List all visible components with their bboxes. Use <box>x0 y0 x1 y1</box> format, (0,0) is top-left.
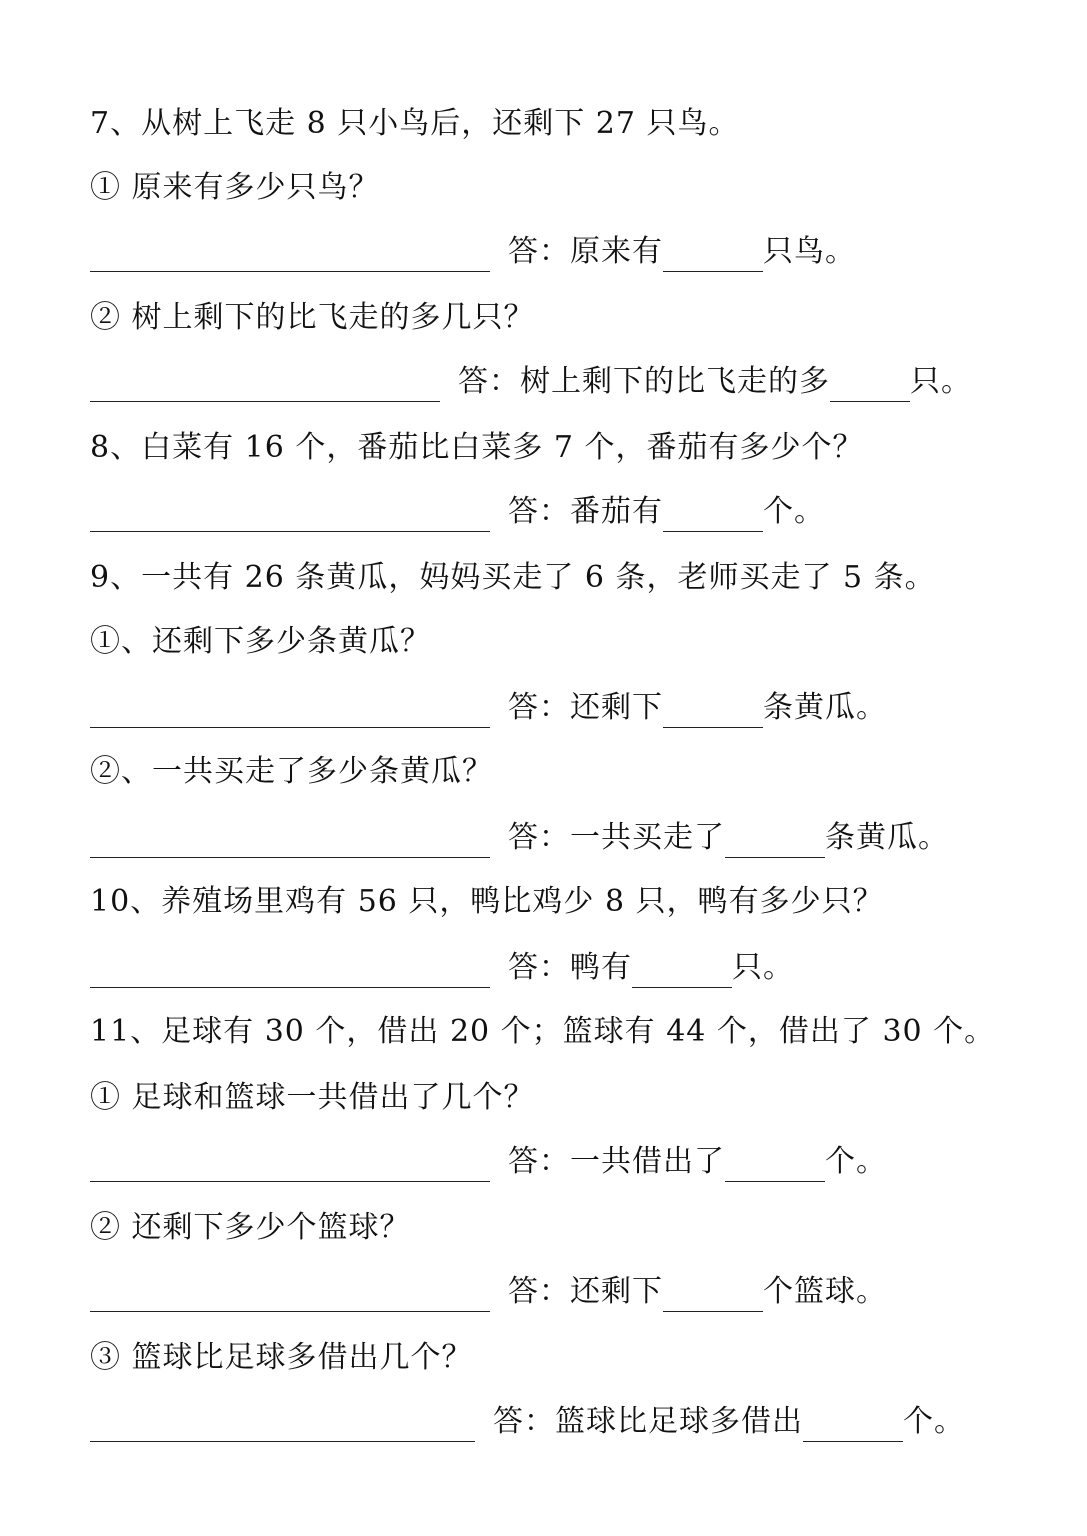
problem-7-question-1: ① 原来有多少只鸟？ <box>90 170 380 205</box>
answer-suffix: 条黄瓜。 <box>825 820 949 855</box>
work-line[interactable] <box>90 697 490 728</box>
answer-blank[interactable] <box>830 371 910 402</box>
work-line[interactable] <box>90 1151 490 1182</box>
answer-blank[interactable] <box>803 1411 903 1442</box>
answer-blank[interactable] <box>725 1151 825 1182</box>
answer-prefix: 答：还剩下 <box>508 1274 663 1309</box>
answer-prefix: 答：还剩下 <box>508 690 663 725</box>
work-line[interactable] <box>90 241 490 272</box>
answer-suffix: 只鸟。 <box>763 234 856 269</box>
work-line[interactable] <box>90 827 490 858</box>
problem-9-question-1: ①、还剩下多少条黄瓜？ <box>90 624 431 659</box>
answer-prefix: 答：一共借出了 <box>508 1144 725 1179</box>
answer-prefix: 答：篮球比足球多借出 <box>493 1404 803 1439</box>
problem-7-question-2: ② 树上剩下的比飞走的多几只？ <box>90 300 535 335</box>
answer-blank[interactable] <box>663 241 763 272</box>
answer-prefix: 答：鸭有 <box>508 950 632 985</box>
problem-8-stem: 8、白菜有 16 个，番茄比白菜多 7 个，番茄有多少个？ <box>90 430 864 465</box>
answer-prefix: 答：树上剩下的比飞走的多 <box>458 364 830 399</box>
work-line[interactable] <box>90 501 490 532</box>
problem-10-stem: 10、养殖场里鸡有 56 只，鸭比鸡少 8 只，鸭有多少只？ <box>90 884 884 919</box>
problem-8-answer <box>90 492 825 532</box>
answer-blank[interactable] <box>663 1281 763 1312</box>
work-line[interactable] <box>90 371 440 402</box>
answer-blank[interactable] <box>725 827 825 858</box>
answer-prefix: 答：一共买走了 <box>508 820 725 855</box>
problem-9-stem: 9、一共有 26 条黄瓜，妈妈买走了 6 条，老师买走了 5 条。 <box>90 560 936 595</box>
problem-11-answer-1 <box>90 1142 887 1182</box>
work-line[interactable] <box>90 957 490 988</box>
answer-blank[interactable] <box>663 501 763 532</box>
problem-9-answer-2 <box>90 818 949 858</box>
answer-prefix: 答：番茄有 <box>508 494 663 529</box>
work-line[interactable] <box>90 1411 475 1442</box>
answer-suffix: 只。 <box>910 364 972 399</box>
problem-9-answer-1 <box>90 688 887 728</box>
answer-suffix: 个篮球。 <box>763 1274 887 1309</box>
problem-11-question-3: ③ 篮球比足球多借出几个？ <box>90 1340 473 1375</box>
answer-blank[interactable] <box>663 697 763 728</box>
answer-prefix: 答：原来有 <box>508 234 663 269</box>
problem-11-answer-3 <box>90 1402 965 1442</box>
answer-suffix: 条黄瓜。 <box>763 690 887 725</box>
problem-9-question-2: ②、一共买走了多少条黄瓜？ <box>90 754 493 789</box>
answer-suffix: 个。 <box>763 494 825 529</box>
answer-suffix: 个。 <box>825 1144 887 1179</box>
problem-10-answer <box>90 948 794 988</box>
problem-11-stem: 11、足球有 30 个，借出 20 个；篮球有 44 个，借出了 30 个。 <box>90 1014 996 1049</box>
problem-11-question-2: ② 还剩下多少个篮球？ <box>90 1210 411 1245</box>
problem-7-answer-1 <box>90 232 856 272</box>
answer-suffix: 个。 <box>903 1404 965 1439</box>
answer-blank[interactable] <box>632 957 732 988</box>
problem-11-answer-2 <box>90 1272 887 1312</box>
work-line[interactable] <box>90 1281 490 1312</box>
problem-7-stem: 7、从树上飞走 8 只小鸟后，还剩下 27 只鸟。 <box>90 106 740 141</box>
problem-7-answer-2 <box>90 362 972 402</box>
problem-11-question-1: ① 足球和篮球一共借出了几个？ <box>90 1080 535 1115</box>
answer-suffix: 只。 <box>732 950 794 985</box>
